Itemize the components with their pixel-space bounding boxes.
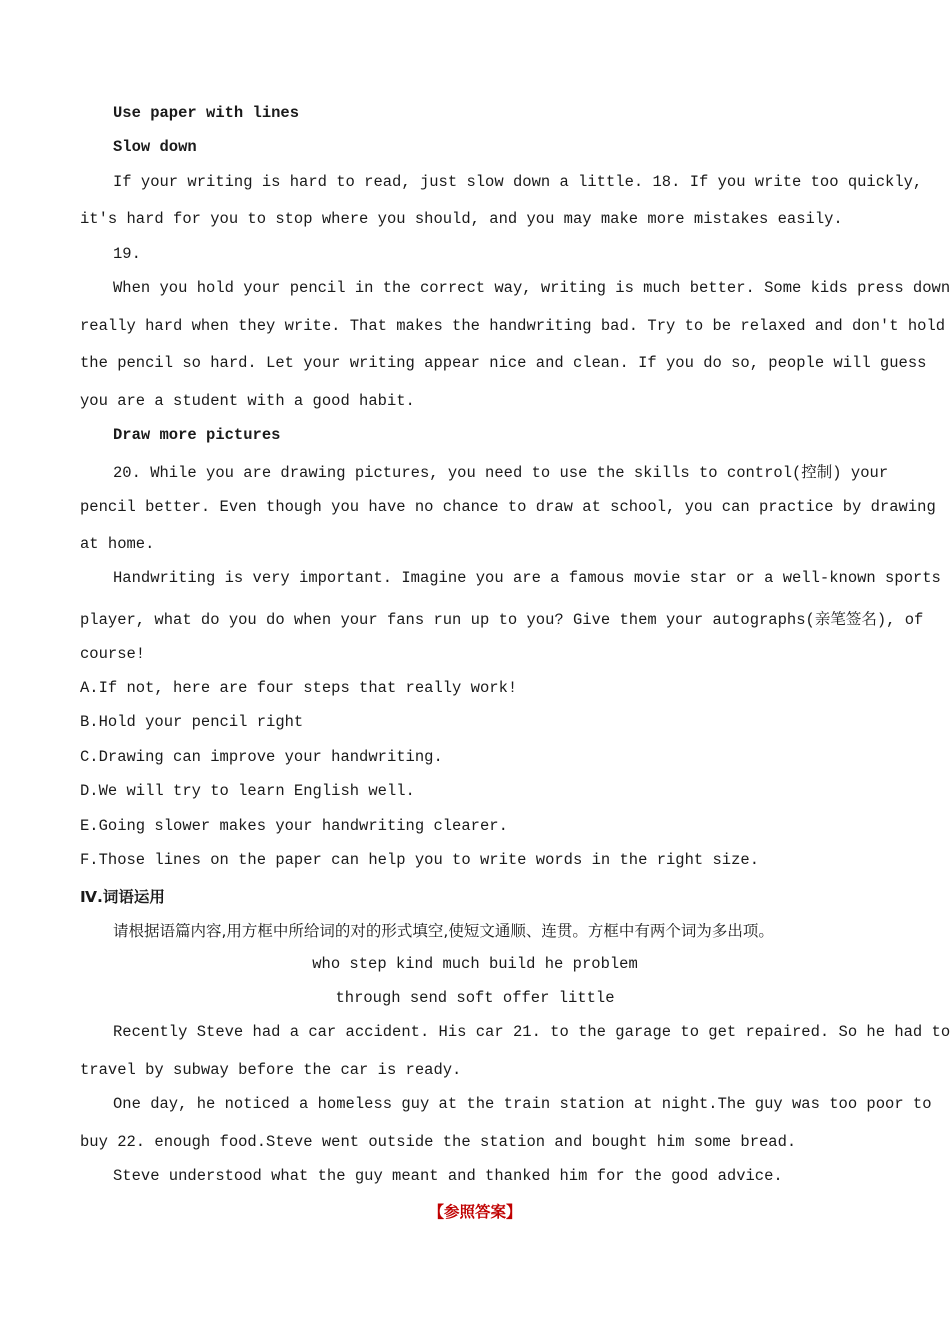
paragraph-line: at home. (80, 535, 155, 553)
option-d: D.We will try to learn English well. (80, 782, 415, 800)
blank-19: 19. (113, 245, 141, 263)
option-f: F.Those lines on the paper can help you to write words in the right size. (80, 851, 760, 869)
option-e: E.Going slower makes your handwriting clearer. (80, 817, 508, 835)
paragraph-line: really hard when they write. That makes the handwriting bad. Try to be relaxed and don't hold (80, 317, 946, 335)
word-box-line: through send soft offer little (335, 989, 615, 1007)
paragraph-line: you are a student with a good habit. (80, 392, 415, 410)
option-b: B.Hold your pencil right (80, 713, 304, 731)
word-box-line: who step kind much build he problem (312, 955, 638, 973)
paragraph-line: buy 22. enough food.Steve went outside the station and bought him some bread. (80, 1133, 797, 1151)
option-a: A.If not, here are four steps that really work! (80, 679, 518, 697)
paragraph-line: Recently Steve had a car accident. His car 21. to the garage to get repaired. So he had to (113, 1023, 950, 1041)
option-c: C.Drawing can improve your handwriting. (80, 748, 443, 766)
paragraph-line: One day, he noticed a homeless guy at the train station at night.The guy was too poor to (113, 1095, 932, 1113)
paragraph-line: pencil better. Even though you have no chance to draw at school, you can practice by drawing (80, 498, 936, 516)
heading-draw-pictures: Draw more pictures (113, 426, 281, 444)
paragraph-line: If your writing is hard to read, just slow down a little. 18. If you write too quickly, (113, 173, 923, 191)
paragraph-line: Steve understood what the guy meant and thanked him for the good advice. (113, 1167, 783, 1185)
paragraph-line: it's hard for you to stop where you should, and you may make more mistakes easily. (80, 210, 843, 228)
paragraph-line: When you hold your pencil in the correct way, writing is much better. Some kids press down (113, 279, 950, 297)
paragraph-line: 20. While you are drawing pictures, you need to use the skills to control(控制) your (113, 464, 889, 482)
answer-heading: 【参照答案】 (428, 1203, 522, 1221)
section-heading: Ⅳ.词语运用 (80, 888, 165, 906)
paragraph-line: player, what do you do when your fans run up to you? Give them your autographs(亲笔签名), of (80, 611, 924, 629)
paragraph-line: course! (80, 645, 146, 663)
heading-use-paper: Use paper with lines (113, 104, 300, 122)
instructions: 请根据语篇内容,用方框中所给词的对的形式填空,使短文通顺、连贯。方框中有两个词为多出项。 (113, 922, 774, 940)
heading-slow-down: Slow down (113, 138, 197, 156)
paragraph-line: travel by subway before the car is ready. (80, 1061, 462, 1079)
paragraph-line: Handwriting is very important. Imagine you are a famous movie star or a well-known sports (113, 569, 941, 587)
paragraph-line: the pencil so hard. Let your writing appear nice and clean. If you do so, people will guess (80, 354, 927, 372)
